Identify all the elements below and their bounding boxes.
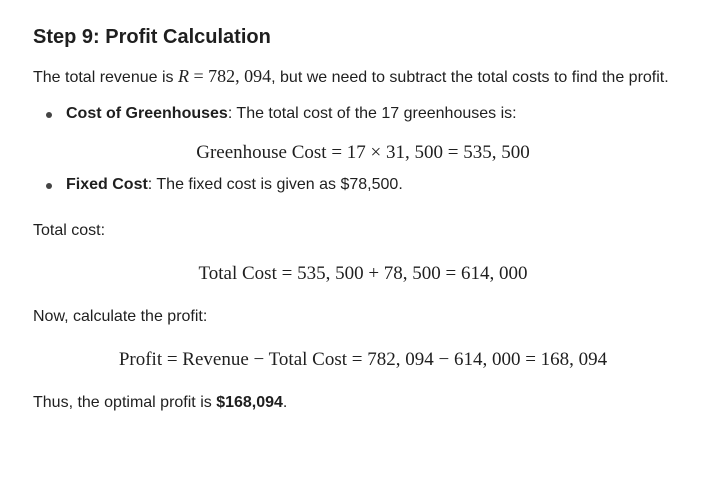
- revenue-value: = 782, 094: [188, 66, 272, 86]
- bullet-dot-icon: [46, 112, 52, 118]
- intro-paragraph: [33, 62, 693, 92]
- conclusion-paragraph: [33, 389, 693, 417]
- profit-equation: Profit = Revenue − Total Cost = 782, 094 − 614, 000 = 168, 094: [118, 349, 608, 370]
- cost-list-fixed: [33, 171, 693, 199]
- intro-text-before: The total revenue is: [33, 69, 178, 86]
- greenhouse-cost-equation: Greenhouse Cost = 17 × 31, 500 = 535, 500: [196, 142, 530, 163]
- cost-list-greenhouses: [33, 100, 693, 128]
- list-item-fixed-cost: [33, 171, 693, 199]
- bullet-text: : The fixed cost is given as $78,500.: [147, 176, 403, 193]
- profit-value: $168,094: [216, 394, 283, 411]
- conclusion-text-before: Thus, the optimal profit is: [33, 394, 217, 411]
- total-cost-label: Total cost:: [33, 222, 106, 239]
- list-item-greenhouse-cost: [33, 100, 693, 128]
- bullet-term: Fixed Cost: [66, 176, 148, 193]
- bullet-text: : The total cost of the 17 greenhouses is:: [227, 105, 517, 122]
- bullet-term: Cost of Greenhouses: [66, 105, 228, 122]
- calc-profit-label: Now, calculate the profit:: [33, 308, 208, 325]
- conclusion-text-after: .: [282, 394, 288, 411]
- intro-text-after: , but we need to subtract the total costs to find the profit.: [271, 69, 669, 86]
- revenue-inline-math: [178, 66, 271, 86]
- step-heading: Step 9: Profit Calculation: [33, 26, 271, 48]
- revenue-variable: R: [177, 66, 189, 86]
- bullet-dot-icon: [46, 183, 52, 189]
- solution-step: [33, 22, 693, 417]
- total-cost-equation: Total Cost = 535, 500 + 78, 500 = 614, 000: [198, 263, 528, 284]
